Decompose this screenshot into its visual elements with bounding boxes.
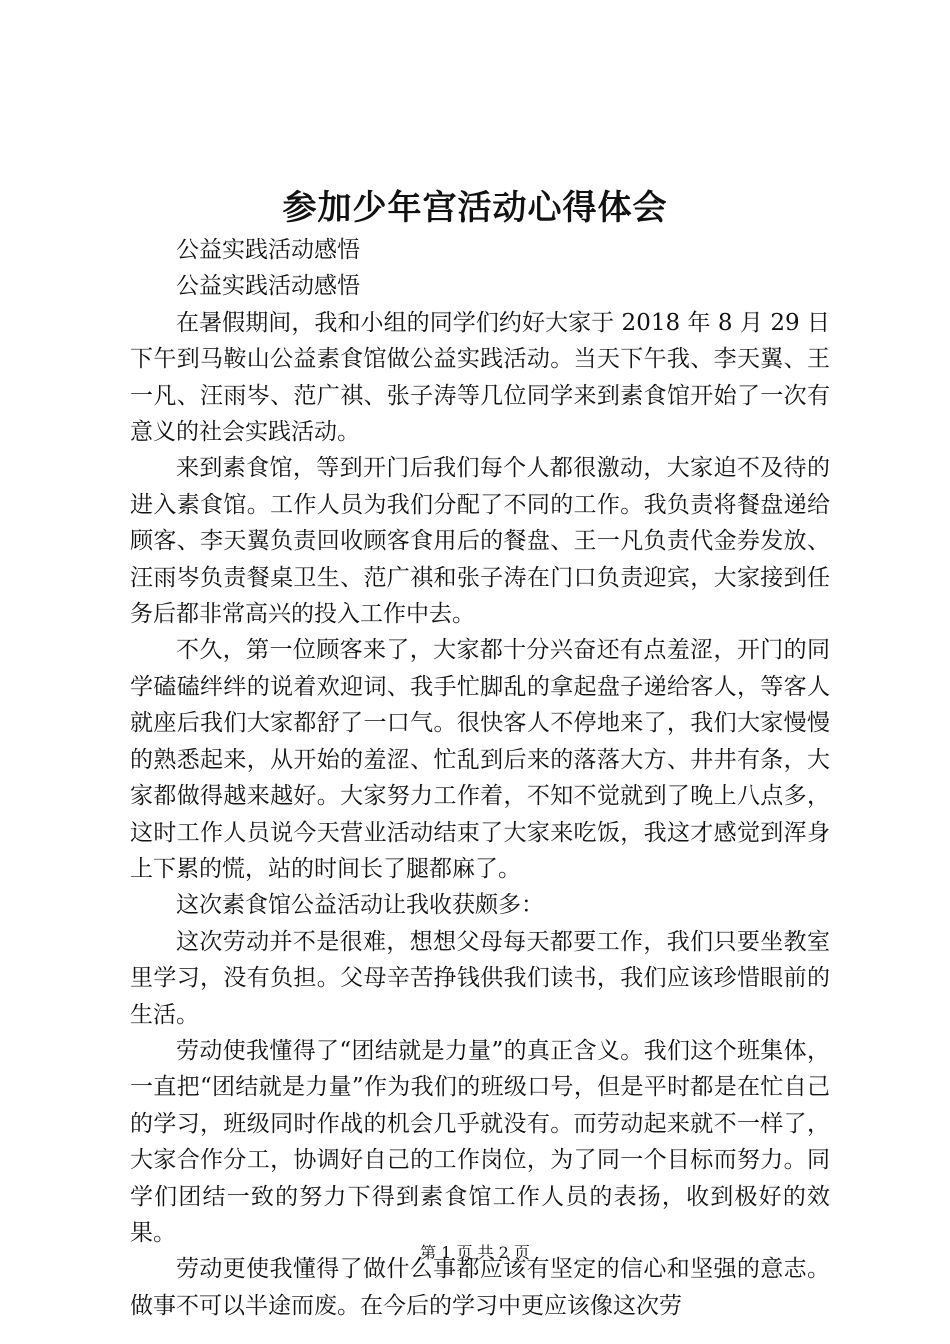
paragraph: 公益实践活动感悟 [176, 237, 360, 263]
paragraph: 劳动更使我懂得了做什么事都应该有坚定的信心和坚强的意志。做事不可以半途而废。在今后的学习中更应该像这次劳 [130, 1256, 830, 1319]
paragraph: 不久，第一位顾客来了，大家都十分兴奋还有点羞涩，开门的同学磕磕绊绊的说着欢迎词、我手忙脚乱的拿起盘子递给客人，等客人就座后我们大家都舒了一口气。很快客人不停地来了，我们大家慢慢的熟悉起来，从开始的羞涩、忙乱到后来的落落大方、井井有条，大家都做得越来越好。大家努力工作着，不知不觉就到了晚上八点多，这时工作人员说今天营业活动结束了大家来吃饭，我这才感觉到浑身上下累的慌，站的时间长了腿都麻了。 [130, 637, 830, 882]
paragraph: 在暑假期间，我和小组的同学们约好大家于 2018 年 8 月 29 日下午到马鞍山公益素食馆做公益实践活动。当天下午我、李天翼、王一凡、汪雨岑、范广祺、张子涛等几位同学来到素食馆开始了一次有意义的社会实践活动。 [130, 309, 830, 446]
paragraph: 这次劳动并不是很难，想想父母每天都要工作，我们只要坐教室里学习，没有负担。父母辛苦挣钱供我们读书，我们应该珍惜眼前的生活。 [130, 928, 830, 1028]
page-footer: 第 1 页 共 2 页 [420, 1243, 530, 1262]
paragraph: 来到素食馆，等到开门后我们每个人都很激动，大家迫不及待的进入素食馆。工作人员为我们分配了不同的工作。我负责将餐盘递给顾客、李天翼负责回收顾客食用后的餐盘、王一凡负责代金券发放、汪雨岑负责餐桌卫生、范广祺和张子涛在门口负责迎宾，大家接到任务后都非常高兴的投入工作中去。 [130, 455, 830, 628]
paragraph: 公益实践活动感悟 [176, 273, 360, 300]
paragraph: 劳动使我懂得了“团结就是力量”的真正含义。我们这个班集体，一直把“团结就是力量”作为我们的班级口号，但是平时都是在忙自己的学习，班级同时作战的机会几乎就没有。而劳动起来就不一样了，大家合作分工，协调好自己的工作岗位，为了同一个目标而努力。同学们团结一致的努力下得到素食馆工作人员的表扬，收到极好的效果。 [130, 1037, 830, 1246]
document-body [130, 232, 830, 1324]
paragraph: 这次素食馆公益活动让我收获颇多： [176, 892, 544, 919]
document-title: 参加少年宫活动心得体会 [282, 188, 668, 228]
